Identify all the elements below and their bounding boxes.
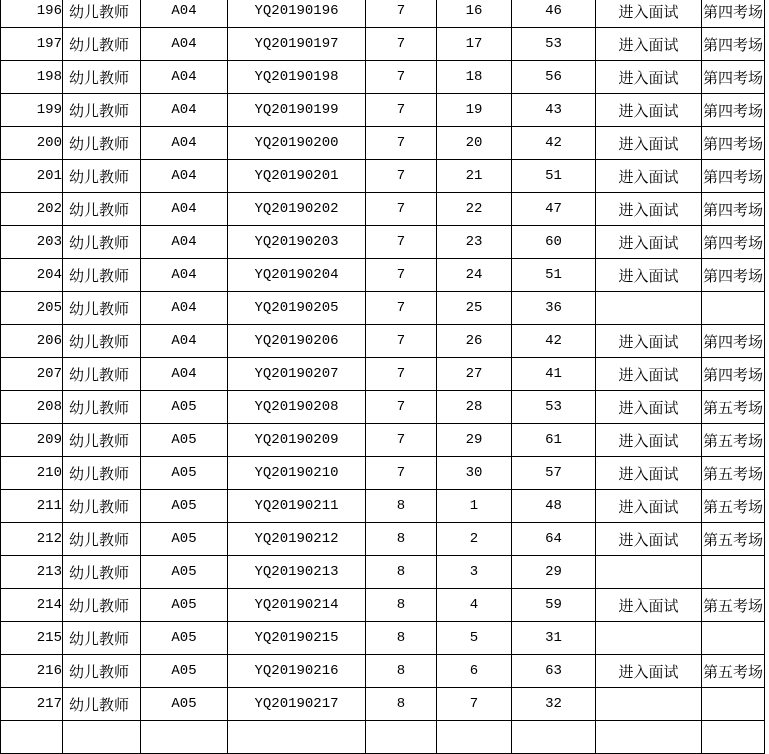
exam-room-cell: 第四考场 xyxy=(702,94,765,127)
seat-cell: 23 xyxy=(437,226,512,259)
exam-number-cell: YQ20190216 xyxy=(228,655,366,688)
exam-number-cell: YQ20190207 xyxy=(228,358,366,391)
position-cell: 幼儿教师 xyxy=(63,160,141,193)
position-cell: 幼儿教师 xyxy=(63,688,141,721)
position-code-cell: A04 xyxy=(141,193,228,226)
table-row xyxy=(1,28,765,61)
exam-number-cell: YQ20190205 xyxy=(228,292,366,325)
exam-number-cell: YQ20190198 xyxy=(228,61,366,94)
position-cell: 幼儿教师 xyxy=(63,0,141,28)
score-cell xyxy=(512,721,596,754)
exam-number-cell: YQ20190201 xyxy=(228,160,366,193)
score-cell: 57 xyxy=(512,457,596,490)
position-code-cell: A05 xyxy=(141,424,228,457)
interview-status-cell: 进入面试 xyxy=(596,325,702,358)
position-code-cell: A04 xyxy=(141,358,228,391)
seq-cell: 203 xyxy=(1,226,63,259)
table-row xyxy=(1,622,765,655)
position-cell: 幼儿教师 xyxy=(63,622,141,655)
interview-status-cell xyxy=(596,688,702,721)
position-cell: 幼儿教师 xyxy=(63,325,141,358)
score-cell: 56 xyxy=(512,61,596,94)
table-row xyxy=(1,160,765,193)
table-row xyxy=(1,424,765,457)
exam-number-cell: YQ20190215 xyxy=(228,622,366,655)
seat-cell: 18 xyxy=(437,61,512,94)
seat-cell: 24 xyxy=(437,259,512,292)
position-cell: 幼儿教师 xyxy=(63,193,141,226)
exam-room-cell xyxy=(702,721,765,754)
table-row xyxy=(1,61,765,94)
interview-status-cell xyxy=(596,622,702,655)
interview-status-cell xyxy=(596,721,702,754)
position-cell xyxy=(63,721,141,754)
seat-cell: 3 xyxy=(437,556,512,589)
exam-room-cell: 第四考场 xyxy=(702,325,765,358)
exam-room-cell: 第五考场 xyxy=(702,457,765,490)
exam-number-cell: YQ20190210 xyxy=(228,457,366,490)
seat-cell: 16 xyxy=(437,0,512,28)
interview-status-cell xyxy=(596,556,702,589)
interview-status-cell: 进入面试 xyxy=(596,490,702,523)
position-code-cell: A04 xyxy=(141,0,228,28)
position-code-cell: A05 xyxy=(141,523,228,556)
score-cell: 43 xyxy=(512,94,596,127)
exam-number-cell: YQ20190214 xyxy=(228,589,366,622)
exam-number-cell: YQ20190204 xyxy=(228,259,366,292)
position-code-cell: A04 xyxy=(141,94,228,127)
seat-cell: 1 xyxy=(437,490,512,523)
exam-number-cell: YQ20190212 xyxy=(228,523,366,556)
seq-cell: 213 xyxy=(1,556,63,589)
table-row xyxy=(1,391,765,424)
group-cell: 7 xyxy=(366,259,437,292)
table-row xyxy=(1,457,765,490)
table-row xyxy=(1,490,765,523)
interview-status-cell: 进入面试 xyxy=(596,127,702,160)
position-cell: 幼儿教师 xyxy=(63,655,141,688)
exam-number-cell: YQ20190209 xyxy=(228,424,366,457)
seat-cell: 7 xyxy=(437,688,512,721)
position-code-cell: A05 xyxy=(141,655,228,688)
score-cell: 64 xyxy=(512,523,596,556)
seq-cell: 217 xyxy=(1,688,63,721)
exam-number-cell: YQ20190199 xyxy=(228,94,366,127)
score-cell: 36 xyxy=(512,292,596,325)
position-code-cell: A04 xyxy=(141,226,228,259)
position-cell: 幼儿教师 xyxy=(63,358,141,391)
table-row xyxy=(1,259,765,292)
seq-cell: 196 xyxy=(1,0,63,28)
table-row xyxy=(1,0,765,28)
group-cell: 7 xyxy=(366,292,437,325)
group-cell: 8 xyxy=(366,556,437,589)
position-cell: 幼儿教师 xyxy=(63,589,141,622)
seat-cell: 26 xyxy=(437,325,512,358)
group-cell: 7 xyxy=(366,226,437,259)
position-code-cell: A05 xyxy=(141,556,228,589)
interview-status-cell: 进入面试 xyxy=(596,0,702,28)
interview-status-cell: 进入面试 xyxy=(596,457,702,490)
exam-room-cell xyxy=(702,292,765,325)
seq-cell: 206 xyxy=(1,325,63,358)
score-cell: 48 xyxy=(512,490,596,523)
score-cell: 51 xyxy=(512,160,596,193)
exam-room-cell: 第五考场 xyxy=(702,523,765,556)
seat-cell: 20 xyxy=(437,127,512,160)
position-cell: 幼儿教师 xyxy=(63,490,141,523)
interview-status-cell: 进入面试 xyxy=(596,28,702,61)
interview-status-cell: 进入面试 xyxy=(596,160,702,193)
position-cell: 幼儿教师 xyxy=(63,94,141,127)
position-code-cell: A05 xyxy=(141,688,228,721)
group-cell: 7 xyxy=(366,358,437,391)
exam-number-cell: YQ20190211 xyxy=(228,490,366,523)
table-row xyxy=(1,94,765,127)
seq-cell: 212 xyxy=(1,523,63,556)
seat-cell: 5 xyxy=(437,622,512,655)
exam-number-cell: YQ20190213 xyxy=(228,556,366,589)
score-cell: 59 xyxy=(512,589,596,622)
table-row xyxy=(1,127,765,160)
position-cell: 幼儿教师 xyxy=(63,457,141,490)
group-cell: 8 xyxy=(366,523,437,556)
table-row xyxy=(1,325,765,358)
position-cell: 幼儿教师 xyxy=(63,523,141,556)
exam-room-cell: 第四考场 xyxy=(702,226,765,259)
seq-cell: 201 xyxy=(1,160,63,193)
group-cell: 7 xyxy=(366,61,437,94)
exam-room-cell: 第四考场 xyxy=(702,28,765,61)
score-cell: 41 xyxy=(512,358,596,391)
seat-cell: 29 xyxy=(437,424,512,457)
score-cell: 53 xyxy=(512,28,596,61)
seq-cell: 216 xyxy=(1,655,63,688)
seq-cell: 208 xyxy=(1,391,63,424)
table-row xyxy=(1,292,765,325)
table-row xyxy=(1,556,765,589)
group-cell: 8 xyxy=(366,622,437,655)
group-cell: 7 xyxy=(366,127,437,160)
interview-status-cell: 进入面试 xyxy=(596,358,702,391)
group-cell: 7 xyxy=(366,94,437,127)
position-code-cell xyxy=(141,721,228,754)
seat-cell: 27 xyxy=(437,358,512,391)
position-cell: 幼儿教师 xyxy=(63,391,141,424)
seat-cell: 17 xyxy=(437,28,512,61)
position-code-cell: A04 xyxy=(141,259,228,292)
seq-cell: 214 xyxy=(1,589,63,622)
interview-status-cell: 进入面试 xyxy=(596,589,702,622)
score-cell: 42 xyxy=(512,127,596,160)
group-cell: 8 xyxy=(366,490,437,523)
seq-cell: 211 xyxy=(1,490,63,523)
exam-room-cell: 第四考场 xyxy=(702,160,765,193)
position-code-cell: A04 xyxy=(141,325,228,358)
position-code-cell: A05 xyxy=(141,589,228,622)
seat-cell: 25 xyxy=(437,292,512,325)
position-code-cell: A04 xyxy=(141,292,228,325)
position-cell: 幼儿教师 xyxy=(63,28,141,61)
position-cell: 幼儿教师 xyxy=(63,259,141,292)
exam-room-cell: 第四考场 xyxy=(702,259,765,292)
interview-status-cell: 进入面试 xyxy=(596,391,702,424)
table-row xyxy=(1,358,765,391)
group-cell: 7 xyxy=(366,0,437,28)
table-row xyxy=(1,688,765,721)
score-cell: 47 xyxy=(512,193,596,226)
seq-cell: 209 xyxy=(1,424,63,457)
seq-cell: 207 xyxy=(1,358,63,391)
seat-cell: 19 xyxy=(437,94,512,127)
seq-cell: 200 xyxy=(1,127,63,160)
group-cell: 8 xyxy=(366,589,437,622)
seat-cell: 30 xyxy=(437,457,512,490)
exam-number-cell: YQ20190197 xyxy=(228,28,366,61)
position-cell: 幼儿教师 xyxy=(63,292,141,325)
table-body xyxy=(1,0,765,754)
seat-cell xyxy=(437,721,512,754)
exam-number-cell xyxy=(228,721,366,754)
score-cell: 60 xyxy=(512,226,596,259)
position-code-cell: A04 xyxy=(141,28,228,61)
seat-cell: 4 xyxy=(437,589,512,622)
exam-room-cell: 第四考场 xyxy=(702,127,765,160)
position-cell: 幼儿教师 xyxy=(63,226,141,259)
interview-status-cell xyxy=(596,292,702,325)
interview-status-cell: 进入面试 xyxy=(596,655,702,688)
exam-room-cell: 第五考场 xyxy=(702,424,765,457)
table-row xyxy=(1,226,765,259)
exam-number-cell: YQ20190206 xyxy=(228,325,366,358)
score-cell: 61 xyxy=(512,424,596,457)
interview-status-cell: 进入面试 xyxy=(596,259,702,292)
interview-status-cell: 进入面试 xyxy=(596,523,702,556)
group-cell: 7 xyxy=(366,193,437,226)
seat-cell: 2 xyxy=(437,523,512,556)
seq-cell: 204 xyxy=(1,259,63,292)
group-cell: 7 xyxy=(366,28,437,61)
score-cell: 63 xyxy=(512,655,596,688)
exam-room-cell: 第五考场 xyxy=(702,589,765,622)
score-cell: 46 xyxy=(512,0,596,28)
interview-status-cell: 进入面试 xyxy=(596,61,702,94)
seq-cell: 210 xyxy=(1,457,63,490)
seq-cell: 199 xyxy=(1,94,63,127)
position-code-cell: A04 xyxy=(141,61,228,94)
table-row xyxy=(1,193,765,226)
group-cell: 8 xyxy=(366,688,437,721)
seq-cell: 202 xyxy=(1,193,63,226)
group-cell xyxy=(366,721,437,754)
interview-status-cell: 进入面试 xyxy=(596,424,702,457)
exam-room-cell: 第四考场 xyxy=(702,61,765,94)
score-cell: 51 xyxy=(512,259,596,292)
interview-status-cell: 进入面试 xyxy=(596,94,702,127)
score-cell: 29 xyxy=(512,556,596,589)
exam-room-cell: 第四考场 xyxy=(702,0,765,28)
exam-room-cell xyxy=(702,622,765,655)
interview-status-cell: 进入面试 xyxy=(596,226,702,259)
seq-cell: 205 xyxy=(1,292,63,325)
position-code-cell: A05 xyxy=(141,457,228,490)
exam-room-cell: 第五考场 xyxy=(702,391,765,424)
exam-number-cell: YQ20190200 xyxy=(228,127,366,160)
seq-cell: 197 xyxy=(1,28,63,61)
score-cell: 42 xyxy=(512,325,596,358)
seat-cell: 22 xyxy=(437,193,512,226)
exam-number-cell: YQ20190203 xyxy=(228,226,366,259)
position-code-cell: A05 xyxy=(141,391,228,424)
position-cell: 幼儿教师 xyxy=(63,424,141,457)
table-row xyxy=(1,589,765,622)
group-cell: 7 xyxy=(366,424,437,457)
exam-number-cell: YQ20190217 xyxy=(228,688,366,721)
score-cell: 53 xyxy=(512,391,596,424)
position-cell: 幼儿教师 xyxy=(63,127,141,160)
table-row xyxy=(1,655,765,688)
position-cell: 幼儿教师 xyxy=(63,556,141,589)
seq-cell xyxy=(1,721,63,754)
position-code-cell: A05 xyxy=(141,490,228,523)
exam-room-cell: 第四考场 xyxy=(702,193,765,226)
exam-number-cell: YQ20190202 xyxy=(228,193,366,226)
table-row xyxy=(1,523,765,556)
exam-number-cell: YQ20190196 xyxy=(228,0,366,28)
interview-status-cell: 进入面试 xyxy=(596,193,702,226)
table-row xyxy=(1,721,765,754)
group-cell: 7 xyxy=(366,160,437,193)
group-cell: 8 xyxy=(366,655,437,688)
position-code-cell: A04 xyxy=(141,127,228,160)
group-cell: 7 xyxy=(366,391,437,424)
seat-cell: 21 xyxy=(437,160,512,193)
exam-room-cell xyxy=(702,556,765,589)
seat-cell: 28 xyxy=(437,391,512,424)
group-cell: 7 xyxy=(366,457,437,490)
score-cell: 32 xyxy=(512,688,596,721)
exam-room-cell xyxy=(702,688,765,721)
exam-room-cell: 第五考场 xyxy=(702,655,765,688)
seq-cell: 198 xyxy=(1,61,63,94)
exam-room-cell: 第四考场 xyxy=(702,358,765,391)
group-cell: 7 xyxy=(366,325,437,358)
exam-number-cell: YQ20190208 xyxy=(228,391,366,424)
exam-room-cell: 第五考场 xyxy=(702,490,765,523)
position-code-cell: A05 xyxy=(141,622,228,655)
position-cell: 幼儿教师 xyxy=(63,61,141,94)
position-code-cell: A04 xyxy=(141,160,228,193)
seq-cell: 215 xyxy=(1,622,63,655)
score-cell: 31 xyxy=(512,622,596,655)
seat-cell: 6 xyxy=(437,655,512,688)
